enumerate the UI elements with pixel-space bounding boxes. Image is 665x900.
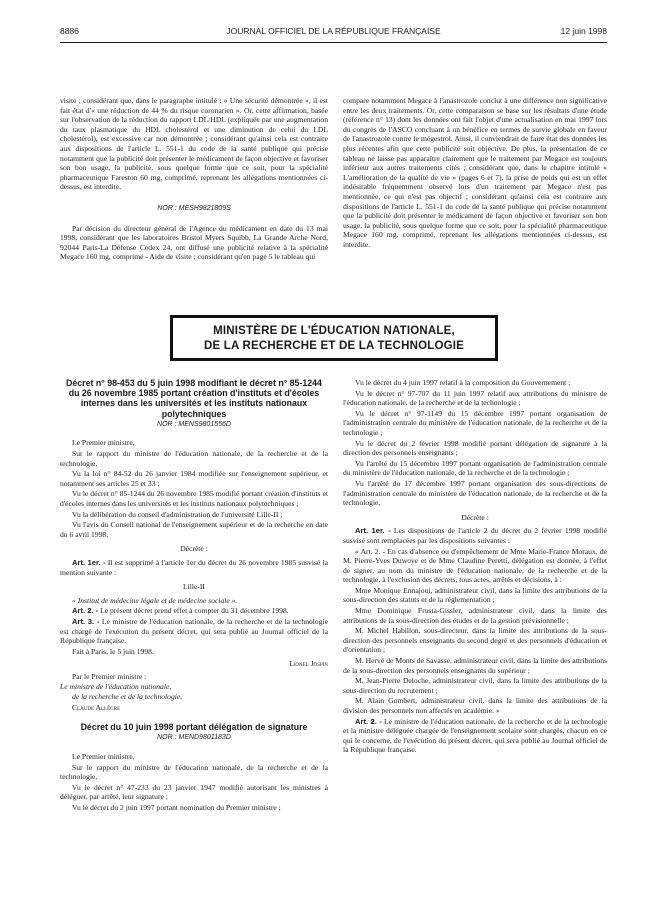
delegation-item: M. Michel Habillon, sous-directeur, dans la limite des attributions de la sous-direction des personnels enseignants du second degré et des personnels d'éducation et d'orientation ; [343,626,607,655]
nor-reference: NOR : MEND9801183D [157,734,231,742]
article-2 [60,606,328,616]
paragraph: Le Premier ministre, [72,752,135,762]
paragraph: Sur le rapport du ministre de l'éducation nationale, de la recherche et de la technologie, [60,762,328,782]
paragraph: Le Premier ministre, [72,438,135,448]
delegation-item: M. Hervé de Monts de Savasse, administrateur civil, dans la limite des attributions de la sous-direction des personnels enseignants du supérieur ; [343,656,607,675]
ministry-heading-box [170,315,498,361]
paragraph: Vu le décret n° 85-1244 du 26 novembre 1985 modifié portant création d'instituts et d'écoles internes dans les universités et les instituts nationaux polytechniques ; [60,489,328,508]
top-right-column [343,96,607,251]
paragraph: Vu la loi n° 84-52 du 26 janvier 1984 modifiée sur l'enseignement supérieur, et notamment ses articles 25 et 33 ; [60,469,328,488]
page-number: 8886 [60,26,79,36]
issue-date: 12 juin 1998 [560,26,607,36]
ministry-line-1: MINISTÈRE DE L'ÉDUCATION NATIONALE, [213,325,455,337]
paragraph: compare notamment Megace à l'anastrozole conclut à une différence non significative entre les deux traitements. Or, cette comparaison se base sur les résultats d'une étude (référence n° 13) dont les données ont fait l'objet d'une actualisation en mai 1997 lors du congrès de l'ASCO concluant à un bénéfice en termes de survie globale en faveur de l'anastrozole contre le mégestrol. Ainsi, il conviendrait de faire état des données les plus récentes afin que cette publicité soit objective. De plus, la présentation de ce tableau ne laisse pas apparaître clairement que le traitement par Megace est toujours inférieur aux autres traitements cités ; considérant que, dans le chapitre intitulé « L'amélioration de la qualité de vie » (pages 6 et 7), la prise de poids qui est un effet indésirable fréquemment observé lors d'un traitement par Megace n'est pas mentionnée, ce qui n'est pas objectif ; considérant qu'ainsi cela est contraire aux dispositions de l'article L. 551-1 du code de la santé publique qui précise notamment que la publicité doit présenter le médicament de façon objective et favoriser son bon usage, la publicité, sous quelque forme que ce soit, pour la spécialité pharmaceutique Megace 160 mg, comprimé, reprenant les allégations mentionnées ci-dessus, est interdite. [343,96,607,249]
paragraph: Vu l'arrêté du 17 décembre 1997 portant organisation des sous-directions de l'administration centrale du ministère de l'éducation nationale, de la recherche et de la technologie, [343,478,607,508]
article-label: Art. 1er. - [355,526,391,536]
paragraph: Vu le décret n° 97-707 du 11 juin 1997 relatif aux attributions du ministre de l'éducation nationale, de la recherche et de la technologie ; [343,388,607,408]
quoted-article: « Art. 2. - En cas d'absence ou d'empêchement de Mme Marie-France Moraux, de M. Pierre-Yves Duwoye et de Mme Claudine Peretti, délégation est donnée, à l'effet de signer, au nom du ministre de l'éducation nationale, de la recherche et de la technologie, à l'exclusion des décrets, tous actes, arrêtés et décisions, à : [343,546,607,585]
header-rule [60,42,607,43]
page-header [60,26,607,40]
article-1 [60,558,328,577]
top-left-column [60,96,328,263]
prime-minister-signature: Lionel Jospin [289,659,328,669]
minister-title-line-1: Le ministre de l'éducation nationale, [60,682,172,692]
paragraph: Vu la délibération du conseil d'administration de l'université Lille-II ; [72,509,283,519]
article-text: Le ministre de l'éducation nationale, de la recherche et de la technologie est chargé de l'exécution du présent décret, qui sera publié au Journal officiel de la République française. [60,616,328,646]
paragraph: Vu le décret du 2 juin 1997 portant nomination du Premier ministre ; [72,803,281,813]
article-label: Art. 2. - [355,716,382,726]
bottom-left-column [60,378,328,814]
article-1 [343,526,607,545]
university-name: Lille-II [183,582,205,592]
decrete-label: Décrète : [180,544,208,554]
delegation-item: M. Jean-Pierre Deloche, administrateur civil, dans la limite des attributions de la sous-direction du recrutement ; [343,676,607,695]
paragraph: Vu le décret du 4 juin 1997 relatif à la composition du Gouvernement ; [355,378,571,387]
article-label: Art. 2. - [72,606,99,616]
ministry-line-2: DE LA RECHERCHE ET DE LA TECHNOLOGIE [204,339,464,352]
paragraph: Vu le décret n° 47-233 du 23 janvier 1947 modifié autorisant les ministres à déléguer, par arrêté, leur signature ; [60,782,328,802]
paragraph: Vu le décret du 2 février 1998 modifié portant délégation de signature à la direction des personnels enseignants ; [343,438,607,458]
decrete-label: Décrète : [461,512,489,522]
article-2 [343,717,607,755]
paragraph: Par décision du directeur général de l'Agence du médicament en date du 13 mai 1998, considérant que les laboratoires Bristol Myers Squibb, La Grande Arche Nord, 92044 Paris-La Défense Cedex 24, ont diffusé une publicité relative à la spécialité Megace 160 mg, comprimé - Aide de visite ; considérant qu'en page 5 le tableau qui [60,223,328,262]
article-text: Les dispositions de l'article 2 du décret du 2 février 1998 modifié susvisé sont remplacées par les dispositions suivantes : [343,526,607,545]
delegation-item: Mme Dominique Frusta-Gissler, administrateur civil, dans la limite des attributions de la sous-direction des études et de la gestion prévisionnelle ; [343,606,607,625]
minister-signature: Claude Allègre [72,702,121,712]
article-3 [60,617,328,646]
paragraph: Vu le décret n° 97-1149 du 15 décembre 1997 portant organisation de l'administration centrale du ministère de l'éducation nationale, de la recherche et de la technologie ; [343,408,607,437]
article-label: Art. 3. - [72,616,100,626]
article-text: Il est supprimé à l'article 1er du décret du 26 novembre 1985 susvisé la mention suivante : [60,557,328,577]
article-text: Le présent décret prend effet à compter du 31 décembre 1998. [98,606,289,616]
paragraph: Sur le rapport du ministre de l'éducation nationale, de la recherche et de la technologie, [60,449,328,468]
institut-mention: « Institut de médecine légale et de médecine sociale ». [72,595,238,605]
journal-title: JOURNAL OFFICIEL DE LA RÉPUBLIQUE FRANÇAISE [226,26,441,36]
paragraph: visite ; considérant que, dans le paragraphe intitulé : « Une sécurité démontrée », il est fait état d'« une réduction de 44 % du risque coronarien ». Or, cette affirmation, basée sur l'observation de la réduction du rapport LDL/HDL (expliquée par une augmentation du taux plasmatique du HDL cholestérol et une diminution de celui du LDL cholestérol), est excessive car non démontrée ; considérant qu'ainsi cela est contraire aux dispositions de l'article L. 551-1 du code de la santé publique qui précise notamment que la publicité doit présenter le médicament de façon objective et favoriser son bon usage, la publicité, sous quelque forme que ce soit, pour la spécialité pharmaceutique Fareston 60 mg, comprimé, reprenant les allégations mentionnées ci-dessus, est interdite. [60,96,328,192]
decree-title: Décret n° 98-453 du 5 juin 1998 modifiant le décret n° 85-1244 du 26 novembre 1985 portant création d'instituts et d'écoles internes dans les universités et les instituts nationaux polytechniques [66,378,322,419]
paragraph: Vu l'arrêté du 15 décembre 1997 portant organisation de l'administration centrale du ministère de l'éducation nationale, de la recherche et de la technologie ; [343,458,607,478]
delegation-item: M. Alain Gombert, administrateur civil, dans la limite des attributions de la division des personnels non affectés en académie. » [343,696,607,715]
article-label: Art. 1er. - [72,557,106,567]
nor-reference: NOR : MESH9821809S [157,204,231,212]
delegation-item: Mme Monique Ennajoui, administrateur civil, dans la limite des attributions de la sous-direction des statuts et de la réglementation ; [343,585,607,605]
par-le-premier-ministre: Par le Premier ministre : [72,671,147,681]
minister-title-line-2: de la recherche et de la technologie, [72,692,183,702]
fait-a-paris: Fait à Paris, le 5 juin 1998. [72,646,154,656]
decree-title: Décret du 10 juin 1998 portant délégation de signature [80,722,308,733]
paragraph: Vu l'avis du Conseil national de l'enseignement supérieur et de la recherche en date du 6 avril 1998, [60,520,328,539]
nor-reference: NOR : MENS9801556D [157,420,231,428]
article-text: Le ministre de l'éducation nationale, de la recherche et de la technologie et la ministre déléguée chargée de l'enseignement scolaire sont chargés, chacun en ce qui le concerne, de l'exécution du présent décret, qui sera publié au Journal officiel de la République française. [343,716,607,755]
bottom-right-column [343,378,607,756]
